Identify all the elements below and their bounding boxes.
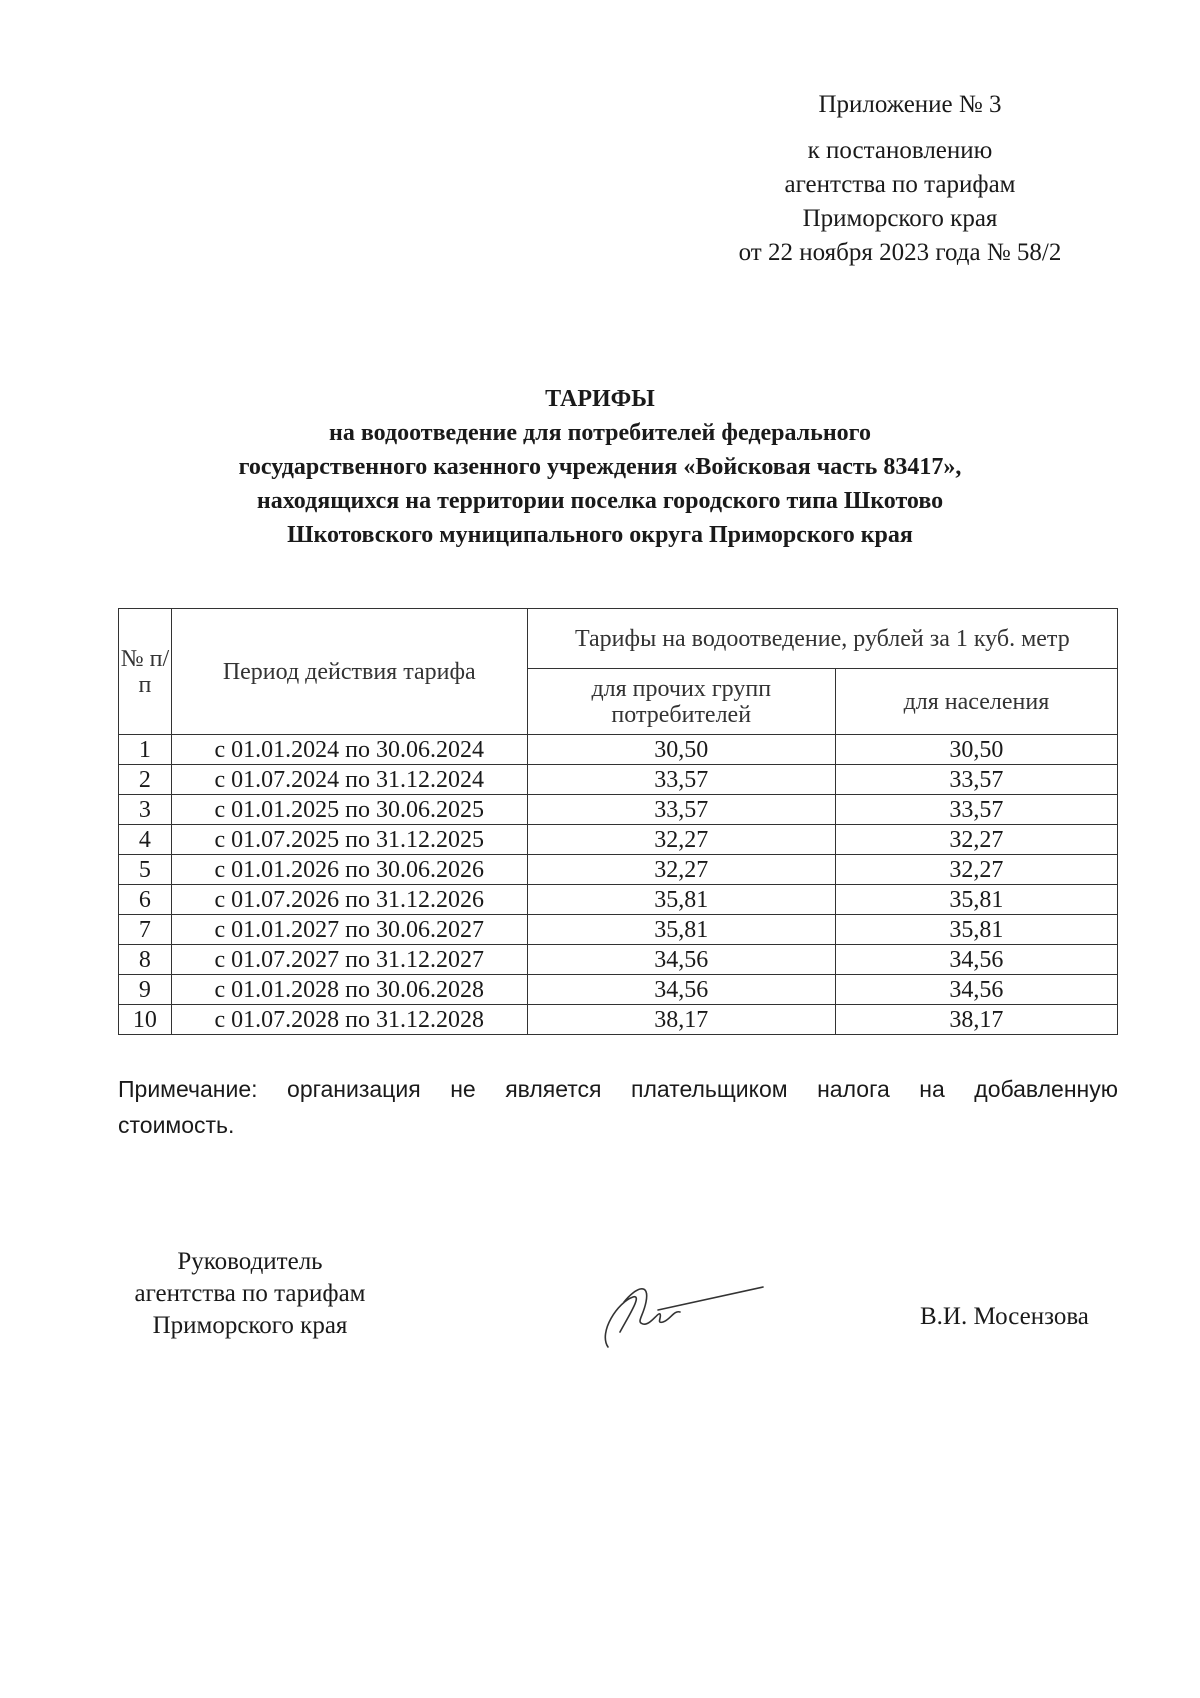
cell-number: 6 xyxy=(119,885,172,915)
table-header-row xyxy=(119,609,1118,669)
cell-other-consumers: 30,50 xyxy=(527,735,835,765)
header-tariff-group: Тарифы на водоотведение, рублей за 1 куб. метр xyxy=(527,609,1117,669)
table-row xyxy=(119,855,1118,885)
cell-population: 34,56 xyxy=(835,945,1117,975)
table-row xyxy=(119,975,1118,1005)
cell-period: с 01.07.2027 по 31.12.2027 xyxy=(171,945,527,975)
cell-other-consumers: 33,57 xyxy=(527,765,835,795)
table-row xyxy=(119,765,1118,795)
cell-population: 32,27 xyxy=(835,855,1117,885)
cell-number: 5 xyxy=(119,855,172,885)
table-row xyxy=(119,885,1118,915)
title-heading: ТАРИФЫ xyxy=(545,386,655,412)
appendix-block xyxy=(700,88,1100,270)
title-line: на водоотведение для потребителей федерального xyxy=(329,420,871,446)
cell-period: с 01.01.2026 по 30.06.2026 xyxy=(171,855,527,885)
cell-period: с 01.07.2024 по 31.12.2024 xyxy=(171,765,527,795)
cell-population: 35,81 xyxy=(835,915,1117,945)
cell-number: 10 xyxy=(119,1005,172,1035)
cell-period: с 01.07.2028 по 31.12.2028 xyxy=(171,1005,527,1035)
cell-population: 32,27 xyxy=(835,825,1117,855)
title-line: находящихся на территории поселка городского типа Шкотово xyxy=(256,488,944,514)
title-line: государственного казенного учреждения «Войсковая часть 83417», xyxy=(238,454,962,480)
cell-number: 1 xyxy=(119,735,172,765)
table-row xyxy=(119,1005,1118,1035)
cell-population: 34,56 xyxy=(835,975,1117,1005)
table-row xyxy=(119,795,1118,825)
cell-other-consumers: 32,27 xyxy=(527,855,835,885)
signer-line: агентства по тарифам xyxy=(134,1280,366,1307)
appendix-line: к постановлению xyxy=(807,137,993,164)
cell-population: 38,17 xyxy=(835,1005,1117,1035)
appendix-line: от 22 ноября 2023 года № 58/2 xyxy=(738,239,1062,266)
cell-population: 33,57 xyxy=(835,795,1117,825)
title-line: Шкотовского муниципального округа Приморского края xyxy=(287,522,913,548)
table-body xyxy=(119,735,1118,1035)
appendix-line: Приморского края xyxy=(802,205,998,232)
table-row xyxy=(119,735,1118,765)
cell-number: 2 xyxy=(119,765,172,795)
tariff-table xyxy=(118,608,1118,1035)
cell-number: 7 xyxy=(119,915,172,945)
cell-period: с 01.01.2027 по 30.06.2027 xyxy=(171,915,527,945)
header-other-consumers: для прочих групп потребителей xyxy=(527,669,835,735)
cell-period: с 01.07.2025 по 31.12.2025 xyxy=(171,825,527,855)
cell-other-consumers: 35,81 xyxy=(527,915,835,945)
tariff-table-wrapper xyxy=(118,608,1118,1035)
appendix-number: Приложение № 3 xyxy=(818,91,1002,118)
cell-population: 30,50 xyxy=(835,735,1117,765)
table-row xyxy=(119,945,1118,975)
header-population: для населения xyxy=(835,669,1117,735)
cell-population: 33,57 xyxy=(835,765,1117,795)
table-row xyxy=(119,915,1118,945)
cell-number: 9 xyxy=(119,975,172,1005)
cell-other-consumers: 38,17 xyxy=(527,1005,835,1035)
header-period: Период действия тарифа xyxy=(171,609,527,735)
cell-other-consumers: 33,57 xyxy=(527,795,835,825)
cell-number: 8 xyxy=(119,945,172,975)
signer-position xyxy=(100,1246,400,1342)
handwritten-signature xyxy=(588,1262,768,1357)
cell-population: 35,81 xyxy=(835,885,1117,915)
note-text: Примечание: организация не является плательщиком налога на добавленную стоимость. xyxy=(118,1076,1118,1138)
header-number: № п/п xyxy=(119,609,172,735)
document-title xyxy=(150,382,1050,552)
cell-number: 4 xyxy=(119,825,172,855)
cell-period: с 01.01.2024 по 30.06.2024 xyxy=(171,735,527,765)
table-row xyxy=(119,825,1118,855)
cell-other-consumers: 32,27 xyxy=(527,825,835,855)
cell-other-consumers: 34,56 xyxy=(527,975,835,1005)
cell-other-consumers: 34,56 xyxy=(527,945,835,975)
cell-period: с 01.01.2028 по 30.06.2028 xyxy=(171,975,527,1005)
signer-line: Руководитель xyxy=(177,1248,323,1275)
cell-period: с 01.07.2026 по 31.12.2026 xyxy=(171,885,527,915)
cell-number: 3 xyxy=(119,795,172,825)
cell-period: с 01.01.2025 по 30.06.2025 xyxy=(171,795,527,825)
appendix-line: агентства по тарифам xyxy=(784,171,1016,198)
signer-line: Приморского края xyxy=(152,1312,348,1339)
cell-other-consumers: 35,81 xyxy=(527,885,835,915)
signer-name: В.И. Мосензова xyxy=(920,1303,1089,1330)
